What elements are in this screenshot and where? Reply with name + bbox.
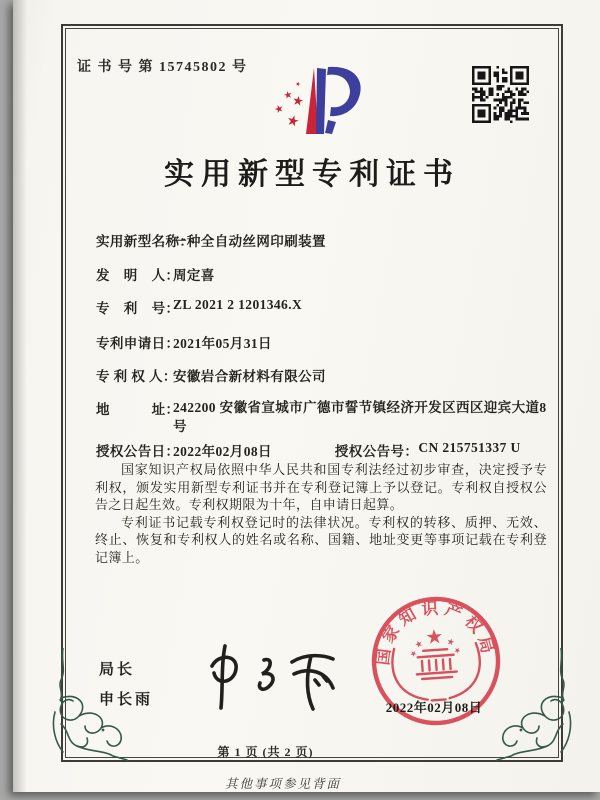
field-label: 发 明 人： [96, 268, 180, 283]
field-value: CN 215751337 U [418, 440, 521, 455]
field-value: 周定喜 [173, 268, 215, 283]
field-row-patentee [96, 365, 326, 385]
field-row-inventor [96, 264, 215, 284]
field-label: 授权公告日： [96, 444, 180, 459]
field-row-utility-name [96, 230, 326, 250]
field-label: 实用新型名称： [96, 234, 194, 249]
director-title: 局长 [99, 662, 136, 678]
seal-text: 国家知识产权局 [373, 598, 499, 667]
field-row-address [96, 398, 550, 436]
field-label: 授权公告号： [334, 444, 419, 459]
legal-paragraph: 专利证书记载专利权登记时的法律状况。专利权的转移、质押、无效、终止、恢复和专利权人的姓名或名称、国籍、地址变更等事项记载在专利登记簿上。 [95, 514, 547, 565]
field-value: 2021年05月31日 [173, 336, 272, 351]
field-row-patent-number [96, 297, 302, 317]
certificate-title: 实用新型专利证书 [164, 158, 460, 191]
field-label: 专 利 号： [96, 301, 180, 316]
field-label: 专利申请日： [96, 336, 180, 351]
grant-number-pair [335, 440, 521, 460]
director-name: 申长雨 [99, 692, 154, 708]
page-number: 第 1 页 (共 2 页) [217, 745, 314, 759]
field-row-grant [96, 440, 521, 460]
field-value: 2022年02月08日 [173, 444, 272, 459]
cnipa-logo-icon [246, 56, 380, 152]
certificate-number: 证 书 号 第 15745802 号 [77, 60, 248, 75]
field-value: 242200 安徽省宣城市广德市誓节镇经济开发区西区迎宾大道8号 [173, 400, 547, 434]
legal-text-block [95, 461, 547, 566]
seal-date: 2022年02月08日 [385, 700, 483, 715]
back-side-note: 其他事项参见背面 [224, 777, 341, 791]
field-row-filing-date [96, 332, 272, 352]
legal-paragraph: 国家知识产权局依照中华人民共和国专利法经过初步审查，决定授予专利权，颁发实用新型专利证书并在专利登记簿上予以登记。专利权自授权公告之日起生效。专利权期限为十年，自申请日起算。 [95, 462, 547, 512]
field-value: 一种全自动丝网印刷装置 [173, 234, 326, 249]
field-value: ZL 2021 2 1201346.X [173, 297, 303, 312]
field-label: 专 利 权 人： [96, 369, 177, 384]
director-signature-icon [206, 636, 336, 718]
qr-code [472, 66, 529, 123]
field-value: 安徽岩合新材料有限公司 [173, 369, 326, 384]
field-label: 地 址： [96, 402, 180, 417]
certificate-page [13, 0, 600, 792]
